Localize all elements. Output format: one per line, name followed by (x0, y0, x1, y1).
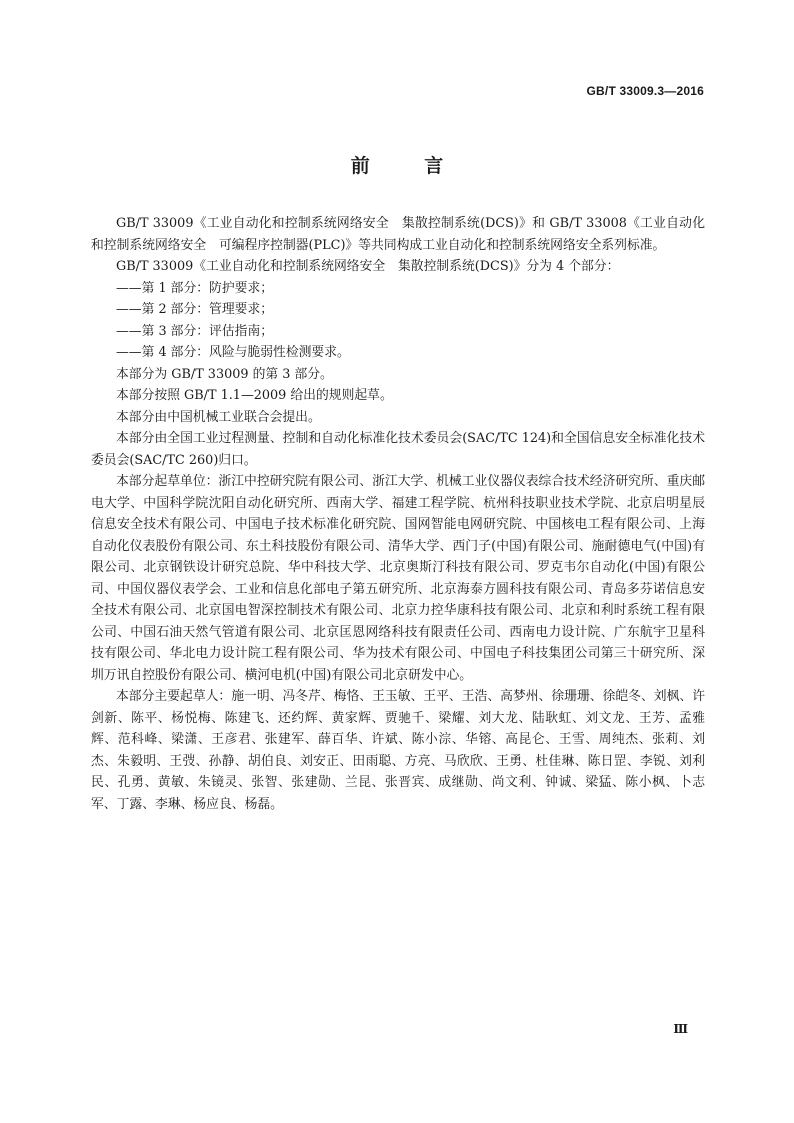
paragraph-proposer: 本部分由中国机械工业联合会提出。 (116, 409, 321, 425)
paragraph-main-drafters: 本部分主要起草人：施一明、冯冬芹、梅恪、王玉敏、王平、王浩、高梦州、徐珊珊、徐皑冬、刘枫、许剑新、陈平、杨悦梅、陈建飞、还约辉、黄家辉、贾驰千、梁耀、刘大龙、陆耿虹、刘文龙、王芳、孟雅辉、范科峰、梁潇、王彦君、张建军、薛百华、许斌、陈小淙、华镕、高昆仑、王雪、周纯杰、张莉、刘杰、朱毅明、王弢、孙静、胡伯良、刘安正、田雨聪、方亮、马欣欣、王勇、杜佳琳、陈日罡、李锐、刘利民、孔勇、黄敏、朱镜灵、张智、张建勋、兰昆、张晋宾、成继勋、尚文利、钟诚、梁猛、陈小枫、卜志军、丁露、李琳、杨应良、杨磊。 (91, 689, 705, 812)
list-item-part-2: ——第 2 部分：管理要求； (116, 302, 274, 317)
page-number: Ⅲ (673, 1022, 688, 1036)
paragraph-administrator: 本部分由全国工业过程测量、控制和自动化标准化技术委员会(SAC/TC 124)和全国信息安全标准化技术委员会(SAC/TC 260)归口。 (91, 431, 705, 468)
list-item-part-3: ——第 3 部分：评估指南； (116, 323, 274, 339)
standard-code: GB/T 33009.3—2016 (586, 84, 704, 98)
list-item-part-1: ——第 1 部分：防护要求； (116, 280, 274, 296)
paragraph-drafting-rules: 本部分按照 GB/T 1.1—2009 给出的规则起草。 (116, 388, 393, 403)
paragraph-part-statement: 本部分为 GB/T 33009 的第 3 部分。 (116, 366, 333, 382)
paragraph-drafting-organizations: 本部分起草单位：浙江中控研究院有限公司、浙江大学、机械工业仪器仪表综合技术经济研究所、重庆邮电大学、中国科学院沈阳自动化研究所、西南大学、福建工程学院、杭州科技职业技术学院、北京启明星辰信息安全技术有限公司、中国电子技术标准化研究院、国网智能电网研究院、中国核电工程有限公司、上海自动化仪表股份有限公司、东土科技股份有限公司、清华大学、西门子(中国)有限公司、施耐德电气(中国)有限公司、北京钢铁设计研究总院、华中科技大学、北京奥斯汀科技有限公司、罗克韦尔自动化(中国)有限公司、中国仪器仪表学会、工业和信息化部电子第五研究所、北京海泰方圆科技有限公司、青岛多芬诺信息安全技术有限公司、北京国电智深控制技术有限公司、北京力控华康科技有限公司、北京和利时系统工程有限公司、中国石油天然气管道有限公司、北京匡恩网络科技有限责任公司、西南电力设计院、广东航宇卫星科技有限公司、华北电力设计院工程有限公司、华为技术有限公司、中国电子科技集团公司第三十研究所、深圳万讯自控股份有限公司、横河电机(中国)有限公司北京研发中心。 (91, 474, 705, 683)
paragraph-parts-intro: GB/T 33009《工业自动化和控制系统网络安全 集散控制系统(DCS)》分为 4 个部分： (116, 259, 620, 274)
foreword-body (91, 213, 705, 815)
page-title: 前 言 (350, 155, 468, 177)
paragraph-series-intro: GB/T 33009《工业自动化和控制系统网络安全 集散控制系统(DCS)》和 GB/T 33008《工业自动化和控制系统网络安全 可编程序控制器(PLC)》等共同构成工业自动化和控制系统网络安全系列标准。 (91, 216, 705, 253)
list-item-part-4: ——第 4 部分：风险与脆弱性检测要求。 (116, 345, 350, 360)
